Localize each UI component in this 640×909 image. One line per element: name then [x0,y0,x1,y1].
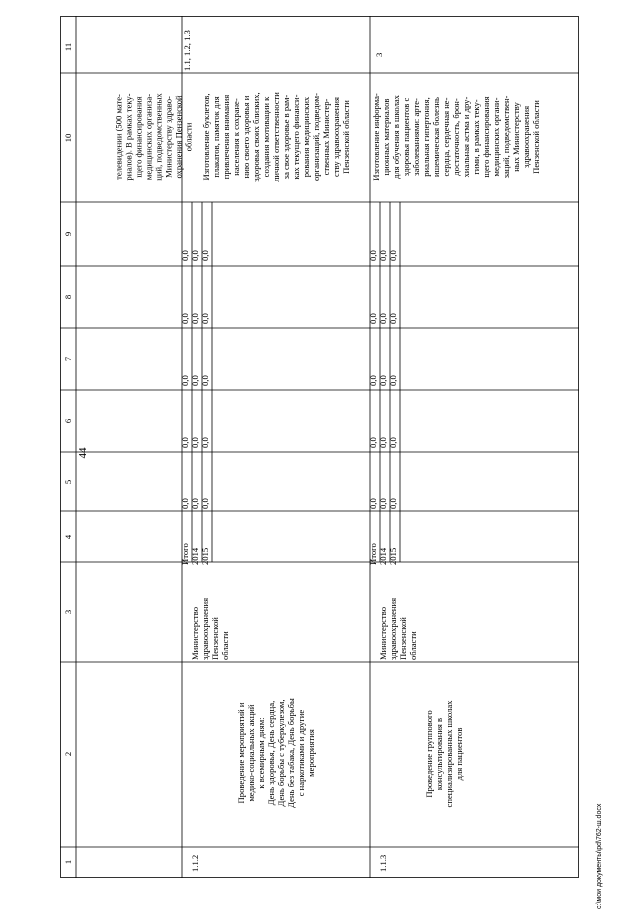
continuation-result-text: телевидении (500 мате- риалов). В рамках теку- щего финансирования медицинских организа- ций, подведомственных Министерству здраво- охранения Пензенской области [113,93,194,181]
measures-table [60,16,579,878]
header-col-10: 10 [63,133,73,143]
header-col-1: 1 [63,859,73,865]
row-1-executor: Министерство здравоохранения Пензенской области [190,597,230,660]
row-1-values-col8: 0,0 0,0 0,0 [180,313,210,324]
row-2-values-col9: 0,0 0,0 0,0 [368,250,398,261]
header-col-2: 2 [63,751,73,757]
row-2-name: Проведение группового консультирования в специализированных школах для пациентов [424,700,464,808]
header-col-8: 8 [63,294,73,300]
header-col-4: 4 [63,534,73,540]
header-col-3: 3 [63,609,73,615]
row-1-values-col6: 0,0 0,0 0,0 [180,437,210,448]
row-2-indicator: 3 [374,52,384,57]
row-1-result: Изготовление буклетов, плакатов, памяток для привлечения внимания населения к сохране- нию своего здоровья и здоровья своих близких, создания мотивации к личной ответственности за свое здоровье в рам- ках текущего финанси- рования медицинских организаций, подведом- ственных Министер- ству здравоохранения Пензенской области [201,92,351,182]
page-number: 44 [77,447,89,459]
row-2-number: 1.1.3 [378,854,388,872]
row-1-years: Итого 2014 2015 [180,543,210,565]
header-col-7: 7 [63,356,73,362]
footer-file-path: c:\мои документы\pd\762-ш.docx [596,803,603,909]
row-2-values-col6: 0,0 0,0 0,0 [368,437,398,448]
header-col-11: 11 [63,42,73,52]
header-col-9: 9 [63,231,73,237]
row-2-values-col8: 0,0 0,0 0,0 [368,313,398,324]
row-1-name: Проведение мероприятий и медико-социальных акций к всемирным дням: День здоровья, День сердца, День борьбы с туберкулезом, День без табака, День борьбы с наркотиками и другие мероприятия [236,698,316,808]
row-1-indicator: 1.1, 1.2, 1.3 [182,30,192,71]
row-2-years: Итого 2014 2015 [368,543,398,565]
row-2-values-col7: 0,0 0,0 0,0 [368,375,398,386]
row-1-number: 1.1.2 [190,854,200,872]
row-1-values-col5: 0,0 0,0 0,0 [180,498,210,509]
row-2-values-col5: 0,0 0,0 0,0 [368,498,398,509]
row-2-executor: Министерство здравоохранения Пензенской области [378,597,418,660]
row-2-result: Изготовление информа- ционных материалов для обучения в школах здоровья пациентов с заболеваниями: арте- риальная гипертония, ишемическая болезнь сердца, сердечная не- достаточность, брон- хиальная астма и дру- гими, в рамках теку- щего финансирования медицинских органи- заций, подведомствен- ных Министерству здравоохранения Пензенской области [371,93,541,181]
header-col-6: 6 [63,418,73,424]
row-1-values-col9: 0,0 0,0 0,0 [180,250,210,261]
header-col-5: 5 [63,479,73,485]
row-1-values-col7: 0,0 0,0 0,0 [180,375,210,386]
